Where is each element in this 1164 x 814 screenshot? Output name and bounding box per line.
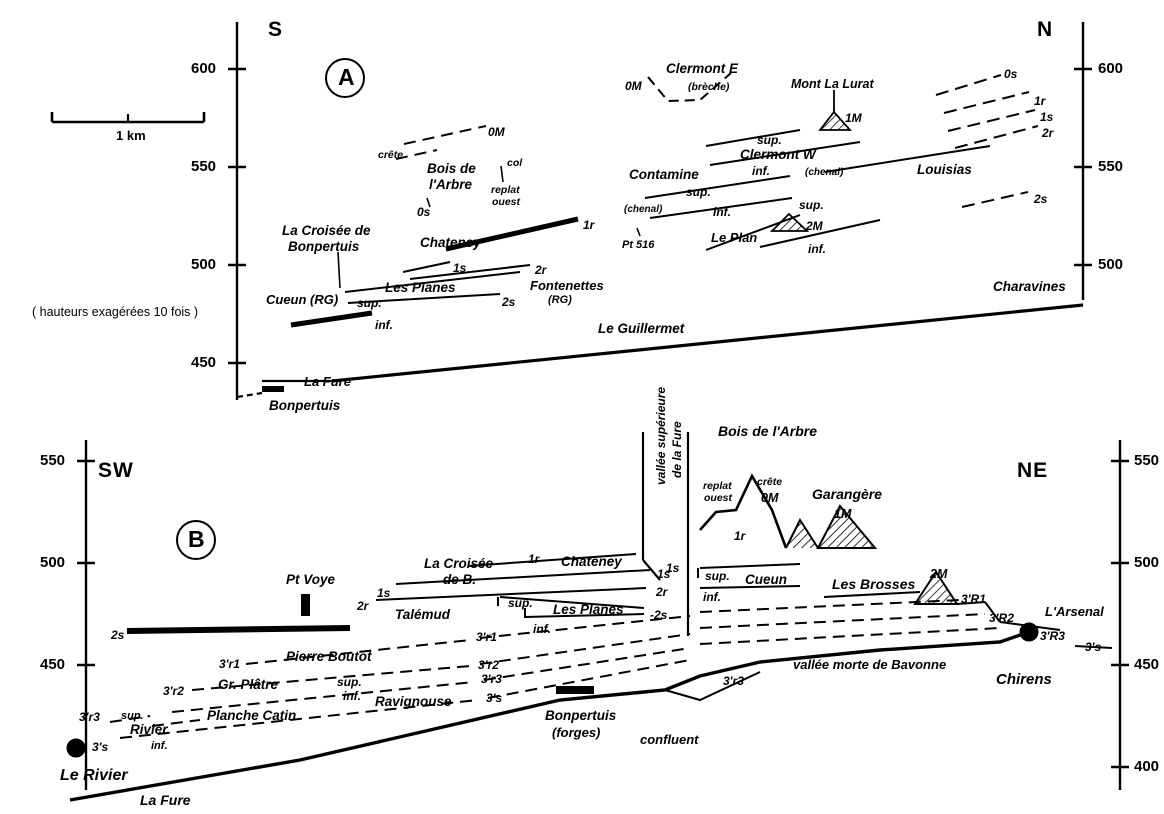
panelB-label: 3's <box>1085 640 1102 654</box>
panelB-label: 3'r2 <box>478 658 499 672</box>
panelA-label: Charavines <box>993 279 1066 294</box>
panelB-label: 3'r1 <box>219 657 240 671</box>
panelA-label: Bonpertuis <box>269 398 341 413</box>
panelB-label: Ravignouse <box>375 694 452 709</box>
panelB-label: 1s <box>377 586 391 600</box>
panelA-label: La Fure <box>304 374 351 389</box>
panelB-label: Gr. Plâtre <box>218 677 279 692</box>
panelA-label: l'Arbre <box>429 177 472 192</box>
panelA-label: (brèche) <box>688 81 730 93</box>
panelA-label: 1r <box>1034 94 1046 108</box>
panelA-label: 1r <box>583 218 595 232</box>
panelA-label: sup. <box>357 296 382 310</box>
panelB-ytick-right-550: 550 <box>1134 452 1160 469</box>
panelA-label: 2s <box>1034 192 1048 206</box>
panelA-label: 0M <box>488 125 505 139</box>
panelB-label: vallée supérieure <box>654 386 668 485</box>
panelB-ytick-left-500: 500 <box>40 554 66 571</box>
panelA-label: Mont La Lurat <box>791 77 874 91</box>
panelA-direction-left: S <box>268 18 284 41</box>
panelA-label: Les Planes <box>385 280 456 295</box>
panelB-label: 3's <box>486 691 503 705</box>
panelB-label: inf. <box>343 689 361 703</box>
panelB-label: 1s <box>657 567 671 581</box>
panelB-label: Cueun <box>745 572 787 587</box>
panelA-label: 1s <box>453 261 467 275</box>
panelA-label: inf. <box>808 242 826 256</box>
panelB-label: 1r <box>528 552 540 566</box>
panelA-label: inf. <box>752 164 770 178</box>
panelA-ytick-right-600: 600 <box>1098 60 1124 77</box>
panelA-label: 0M <box>625 79 642 93</box>
panelB-label: 2s <box>111 628 125 642</box>
panelB-label: La Croisée <box>424 556 494 571</box>
panelA-direction-right: N <box>1037 18 1054 41</box>
panelA-label: 2M <box>806 219 823 233</box>
panelB-label: 3'r3 <box>481 672 502 686</box>
panelA-label: 0s <box>417 205 431 219</box>
panelA-ytick-left-450: 450 <box>191 354 217 371</box>
panelB-label: La Fure <box>140 792 191 808</box>
panelA-label: (chenal) <box>624 204 663 215</box>
panelB-ytick-left-450: 450 <box>40 656 66 673</box>
panelA-ytick-left-550: 550 <box>191 158 217 175</box>
panelB-label: 3'r3 <box>723 674 744 688</box>
panelA-label: 0s <box>1004 67 1018 81</box>
panelB-label: 3'r3 <box>79 710 100 724</box>
panelB-label: 3'R1 <box>961 592 986 606</box>
panelA-label: 1s <box>1040 110 1054 124</box>
panelB-label: Bois de l'Arbre <box>718 423 818 439</box>
panelB-label: 2M <box>930 567 948 581</box>
panelB-label: Pierre Boutot <box>286 649 372 664</box>
panelB-label: 3'R3 <box>1040 629 1065 643</box>
panelA-label: sup. <box>799 198 824 212</box>
panelB-label: 1M <box>834 507 852 521</box>
panelB-label: L'Arsenal <box>1045 604 1104 619</box>
panelA-label: Pt 516 <box>622 239 655 251</box>
panelB-label: 2r <box>656 585 668 599</box>
panelB-label: 1s <box>666 561 680 575</box>
panelB-label: Garangère <box>812 486 883 502</box>
panelA-label: sup. <box>757 133 782 147</box>
panelA-label: crête <box>378 149 404 161</box>
panelB-label: replat <box>703 480 732 492</box>
panelA-label: Chateney <box>420 235 481 250</box>
panelB-label: sup. <box>337 675 362 689</box>
panelA-label: Bois de <box>427 161 476 176</box>
scale-bar-label: 1 km <box>116 128 146 143</box>
panelA-ytick-right-550: 550 <box>1098 158 1124 175</box>
panelB-label: -2s <box>650 608 668 622</box>
panelB-label: Le Rivier <box>60 767 128 784</box>
panelB-direction-right: NE <box>1017 459 1049 482</box>
panelA-label: La Croisée de <box>282 223 371 238</box>
panelB-label: 3'R2 <box>989 611 1014 625</box>
panelA-label: 2r <box>535 263 547 277</box>
panelB-label: inf. <box>703 590 721 604</box>
panelB-label: inf. <box>151 740 168 752</box>
panelB-ytick-right-450: 450 <box>1134 656 1160 673</box>
panelB-label: ouest <box>704 492 733 504</box>
panelB-label: 2r <box>357 599 369 613</box>
panelB-label: Bonpertuis <box>545 708 617 723</box>
panelB-label: sup. <box>705 569 730 583</box>
panelB-label: Les Planes <box>553 602 624 617</box>
panelA-ytick-left-600: 600 <box>191 60 217 77</box>
panelA-id: A <box>338 64 355 90</box>
panelB-label: inf. <box>533 622 551 636</box>
panelA-label: Clermont E <box>666 61 739 76</box>
panelB-label: confluent <box>640 732 699 747</box>
panelB-label: de B. <box>443 572 477 587</box>
panelA-label: inf. <box>375 318 393 332</box>
panelB-label: 3'r2 <box>163 684 184 698</box>
panelB-label: 3's <box>92 740 109 754</box>
panelB-label: sup. <box>508 596 533 610</box>
panelB-label: Les Brosses <box>832 576 916 592</box>
panelA-label: Clermont W <box>740 147 816 162</box>
panelB-ytick-right-500: 500 <box>1134 554 1160 571</box>
panelB-label: 1r <box>734 529 746 543</box>
panelB-label: crête <box>757 476 783 488</box>
panelB-ytick-left-550: 550 <box>40 452 66 469</box>
panelB-label: Chirens <box>996 671 1052 688</box>
panelA-ytick-right-500: 500 <box>1098 256 1124 273</box>
panelB-label: de la Fure <box>670 421 684 478</box>
panelA-label: sup. <box>686 185 711 199</box>
panelA-label: Contamine <box>629 167 699 182</box>
panelB-label: Pt Voye <box>286 572 336 587</box>
panelB-direction-left: SW <box>98 459 134 482</box>
panelB-label: 0M <box>761 491 779 505</box>
panelB-label: Rivier <box>130 722 168 737</box>
panelB-label: sup. <box>121 710 144 722</box>
panelA-label: Bonpertuis <box>288 239 360 254</box>
panelB-label: (forges) <box>552 725 601 740</box>
panelA-label: replat <box>491 184 520 196</box>
panelA-ytick-left-500: 500 <box>191 256 217 273</box>
panelA-label: Le Guillermet <box>598 321 685 336</box>
panelB-label: vallée morte de Bavonne <box>793 657 947 672</box>
panelA-label: inf. <box>713 205 731 219</box>
panelB-label: Talémud <box>395 607 451 622</box>
panelB-ytick-right-400: 400 <box>1134 758 1160 775</box>
panelA-label: 1M <box>845 111 862 125</box>
panelA-label: Louisias <box>917 162 972 177</box>
panelB-label: 3'r1 <box>476 630 497 644</box>
exaggeration-note: ( hauteurs exagérées 10 fois ) <box>32 305 199 319</box>
panelB-label: Chateney <box>561 554 622 569</box>
panelA-label: ouest <box>492 196 521 208</box>
panelA-label: (RG) <box>548 294 572 306</box>
panelA-label: (chenal) <box>805 167 844 178</box>
panelB-id: B <box>188 526 205 552</box>
panelA-label: Le Plan <box>711 230 758 245</box>
panelA-label: 2r <box>1042 126 1054 140</box>
panelB-label: Planche Catin <box>207 708 297 723</box>
panelA-label: Fontenettes <box>530 278 604 293</box>
panelA-label: 2s <box>502 295 516 309</box>
panelA-label: Cueun (RG) <box>266 292 339 307</box>
panelA-label: col <box>507 157 523 169</box>
